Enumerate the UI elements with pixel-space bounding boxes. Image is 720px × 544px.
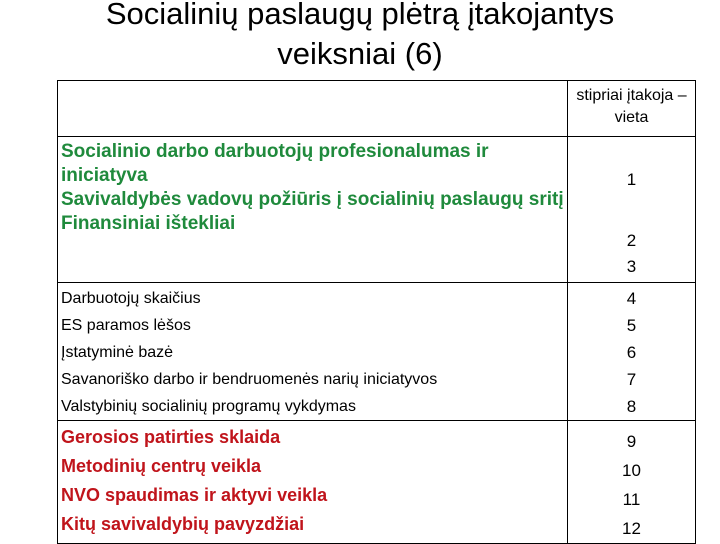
rank-value: 10: [622, 461, 641, 480]
factor-item: ES paramos lėšos: [61, 317, 191, 334]
factor-item: Valstybinių socialinių programų vykdymas: [61, 398, 356, 415]
rank-value: 11: [622, 490, 641, 509]
title-line-1: Socialinių paslaugų plėtrą įtakojantys: [105, 0, 615, 31]
header-rank-cell: stipriai įtakoja – vieta: [568, 81, 696, 137]
factor-item: Darbuotojų skaičius: [61, 290, 201, 307]
factor-item: Savanoriško darbo ir bendruomenės narių iniciatyvos: [61, 371, 438, 388]
red-ranks-cell: [568, 421, 696, 544]
factor-item: Gerosios patirties sklaida: [61, 427, 281, 447]
slide-title: [0, 0, 720, 74]
black-factors-cell: [58, 283, 568, 421]
factor-item: NVO spaudimas ir aktyvi veikla: [61, 485, 328, 505]
green-factors-cell: [58, 137, 568, 283]
factor-item: Finansiniai ištekliai: [61, 213, 236, 234]
factor-item: Įstatyminė bazė: [61, 344, 174, 361]
factor-item: Kitų savivaldybių pavyzdžiai: [61, 514, 305, 534]
red-factors-cell: [58, 421, 568, 544]
factor-item: Savivaldybės vadovų požiūris į socialinių paslaugų sritį: [61, 189, 564, 210]
green-ranks-cell: [568, 137, 696, 283]
header-left-cell: [58, 81, 568, 137]
rank-value: 1: [626, 170, 637, 189]
group-row-black: [58, 283, 696, 421]
rank-value: 6: [626, 343, 637, 362]
rank-value: 2: [626, 231, 637, 250]
header-row: [58, 81, 696, 137]
rank-value: 9: [626, 432, 637, 451]
rank-value: 7: [626, 370, 637, 389]
factor-item: Metodinių centrų veikla: [61, 456, 262, 476]
rank-value: 4: [626, 289, 637, 308]
factors-table: [57, 80, 696, 544]
group-row-red: [58, 421, 696, 544]
rank-value: 3: [626, 257, 637, 276]
rank-value: 12: [622, 519, 641, 538]
rank-value: 5: [626, 316, 637, 335]
rank-value: 8: [626, 397, 637, 416]
group-row-green: [58, 137, 696, 283]
factor-item: Socialinio darbo darbuotojų profesionalumas ir iniciatyva: [61, 141, 489, 186]
title-line-2: veiksniai (6): [277, 36, 443, 71]
black-ranks-cell: [568, 283, 696, 421]
